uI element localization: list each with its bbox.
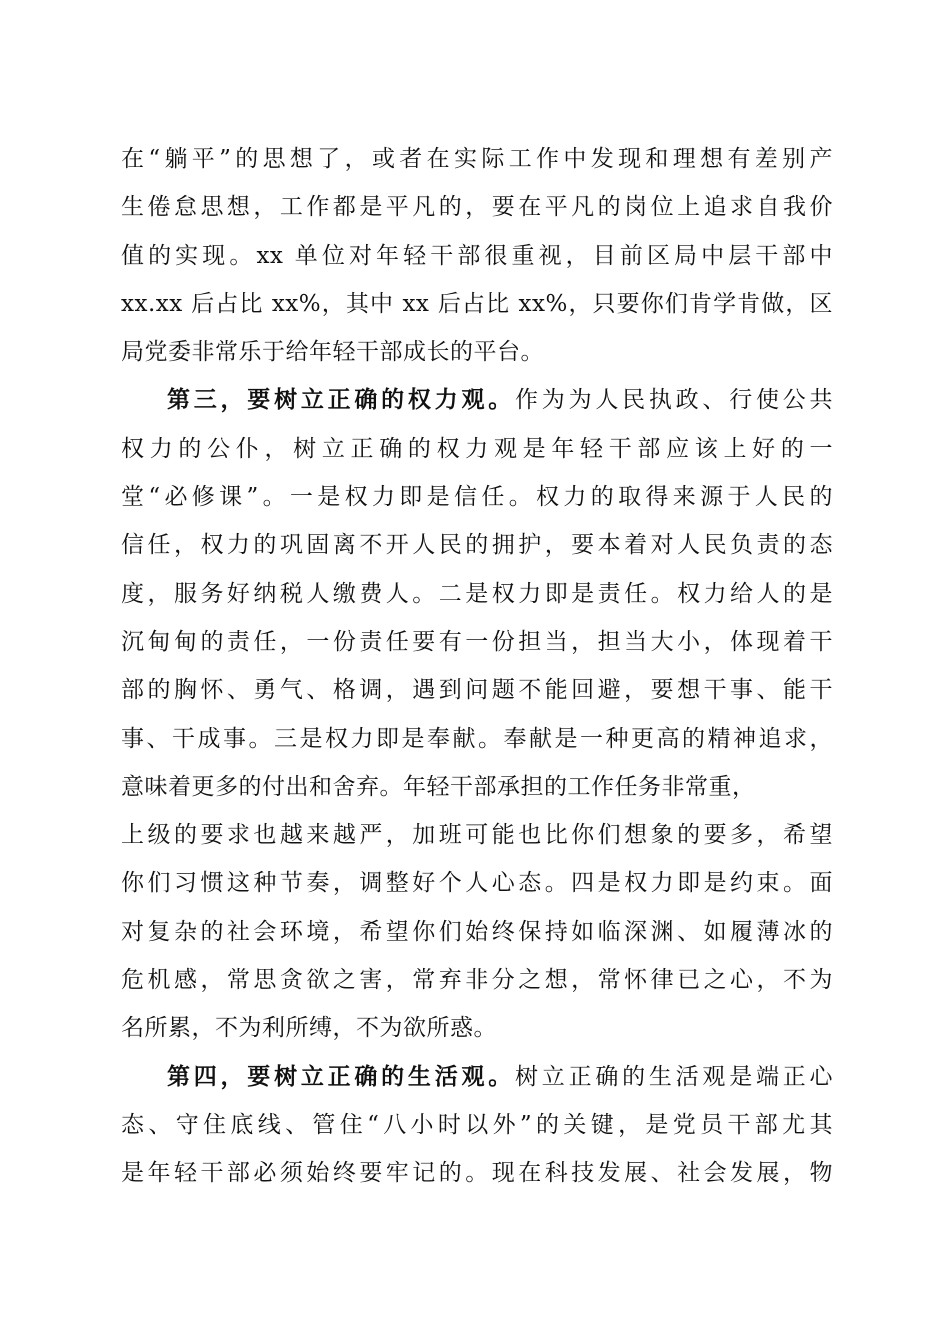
paragraph-lead-heading: 第三，要树立正确的权力观。 [167,386,516,414]
paragraph-lead-heading: 第四，要树立正确的生活观。 [167,1062,516,1090]
document-body [121,135,833,1198]
paragraph-1 [121,135,833,376]
text-line: 是年轻干部必须始终要牢记的。现在科技发展、社会发展，物 [121,1160,833,1187]
text-line: 度，服务好纳税人缴费人。二是权力即是责任。权力给人的是 [121,580,833,607]
text-line: 意味着更多的付出和舍弃。年轻干部承担的工作任务非常重， [121,773,756,800]
text-line: 信任，权力的巩固离不开人民的拥护，要本着对人民负责的态 [121,532,833,559]
text-line: 生倦怠思想，工作都是平凡的，要在平凡的岗位上追求自我价 [121,194,833,221]
text-line: 堂“必修课”。一是权力即是信任。权力的取得来源于人民的 [121,484,833,511]
text-line [121,1053,833,1101]
paragraph-2 [121,376,833,1052]
text-line: xx.xx 后占比 xx%，其中 xx 后占比 xx%，只要你们肯学肯做，区 [121,290,833,317]
text-line: 对复杂的社会环境，希望你们始终保持如临深渊、如履薄冰的 [121,918,833,945]
text-line: 名所累，不为利所缚，不为欲所惑。 [121,1015,497,1042]
text-line: 局党委非常乐于给年轻干部成长的平台。 [121,339,544,366]
text-line: 事、干成事。三是权力即是奉献。奉献是一种更高的精神追求， [121,725,833,752]
paragraph-first-line-text: 树立正确的生活观是端正心 [515,1063,834,1090]
text-line: 在“躺平”的思想了，或者在实际工作中发现和理想有差别产 [121,146,833,172]
text-line: 上级的要求也越来越严，加班可能也比你们想象的要多，希望 [121,822,833,849]
text-line: 危机感，常思贪欲之害，常弃非分之想，常怀律已之心，不为 [121,967,833,994]
text-line: 值的实现。xx 单位对年轻干部很重视，目前区局中层干部中 [121,242,833,269]
text-line: 权力的公仆，树立正确的权力观是年轻干部应该上好的一 [121,435,833,462]
text-line: 你们习惯这种节奏，调整好个人心态。四是权力即是约束。面 [121,870,833,897]
paragraph-first-line-text: 作为为人民执政、行使公共 [515,387,834,414]
text-line: 沉甸甸的责任，一份责任要有一份担当，担当大小，体现着干 [121,628,833,655]
paragraph-3 [121,1053,833,1198]
text-line: 态、守住底线、管住“八小时以外”的关键，是党员干部尤其 [121,1111,833,1138]
text-line: 部的胸怀、勇气、格调，遇到问题不能回避，要想干事、能干 [121,677,833,704]
text-line [121,376,833,424]
